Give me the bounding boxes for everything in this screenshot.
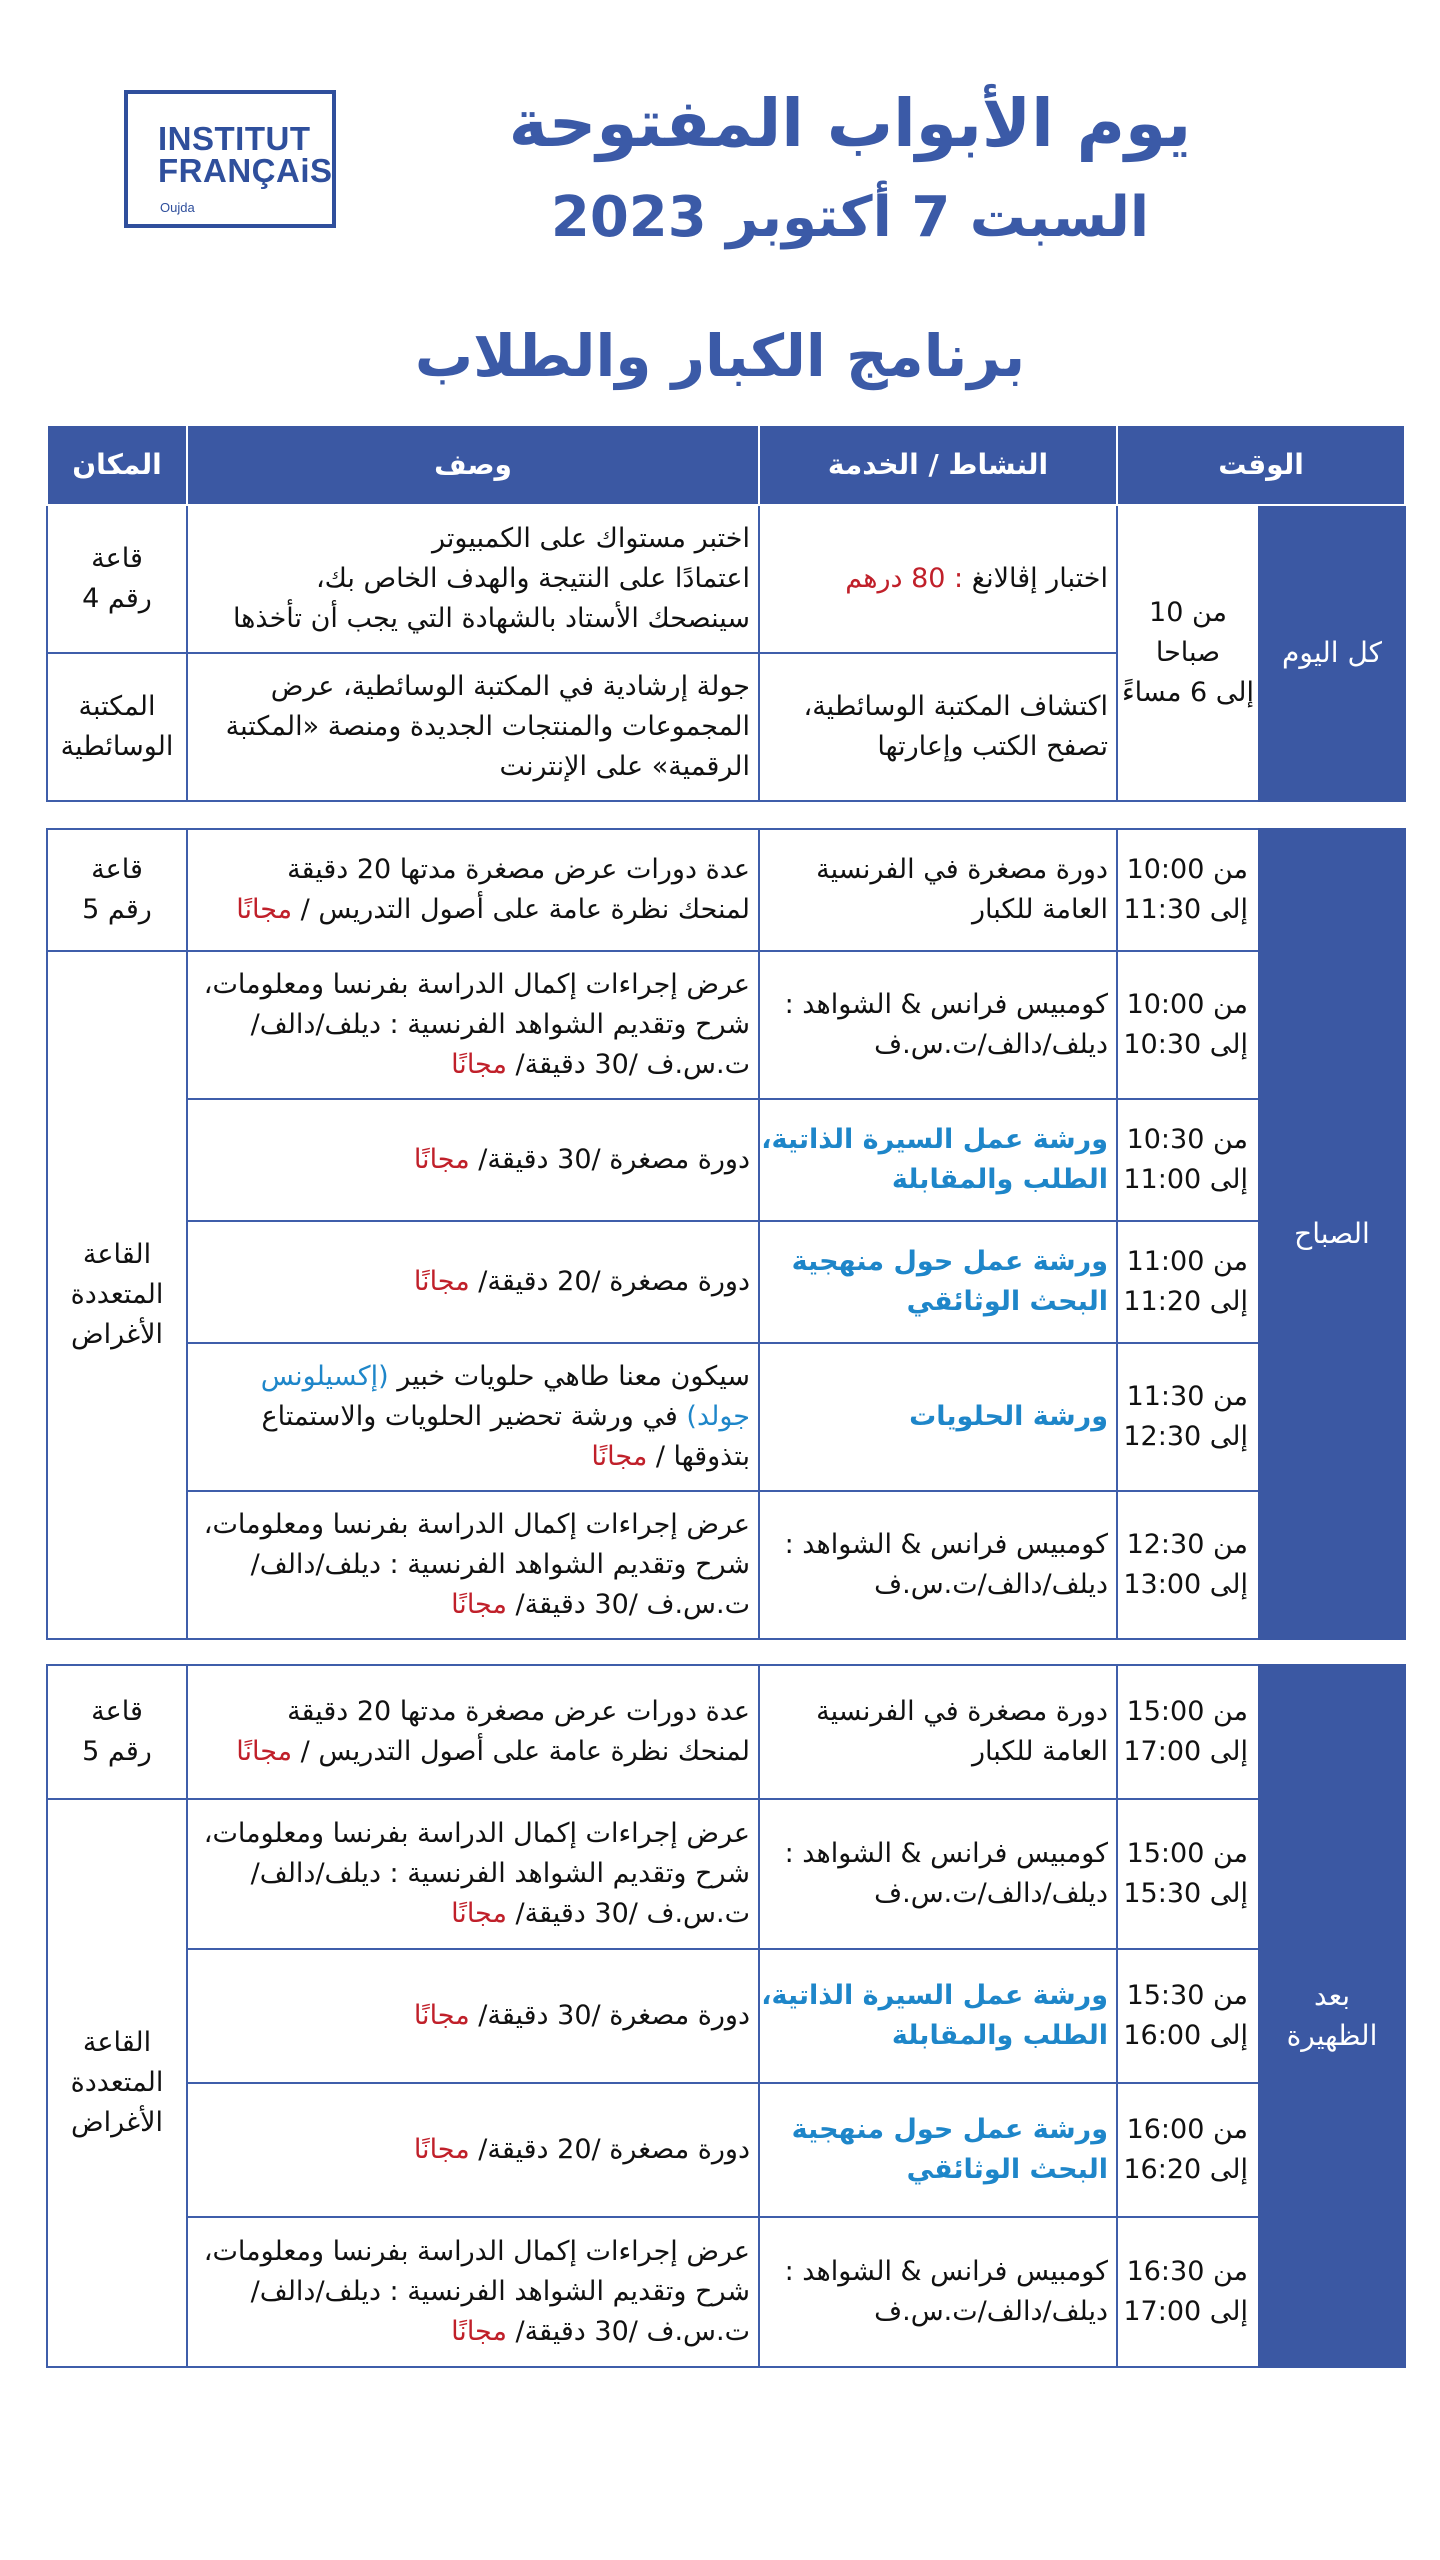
afternoon-table (46, 1664, 1406, 2368)
description-cell (187, 1799, 759, 1949)
time-cell: من 16:30 إلى 17:00 (1117, 2217, 1259, 2367)
activity-cell: دورة مصغرة في الفرنسية العامة للكبار (759, 829, 1117, 951)
activity-cell: ورشة عمل السيرة الذاتية، الطلب والمقابلة (759, 1099, 1117, 1221)
free-label: مجانًا (413, 2134, 470, 2165)
time-cell: من 10:30 إلى 11:00 (1117, 1099, 1259, 1221)
description-text: سيكون معنا طاهي حلويات خبير (388, 1361, 750, 1392)
location-cell: القاعة المتعددة الأغراض (47, 1799, 187, 2367)
free-label: مجانًا (451, 1049, 507, 1080)
description-cell: اختبر مستواك على الكمبيوتر اعتمادًا على النتيجة والهدف الخاص بك، سينصحك الأستاد بالشهادة التي يجب أن تأخذها (187, 505, 759, 653)
activity-cell: ورشة الحلويات (759, 1343, 1117, 1491)
description-cell (187, 2217, 759, 2367)
institut-francais-logo (124, 90, 336, 228)
description-text: عرض إجراءات إكمال الدراسة بفرنسا ومعلومات، شرح وتقديم الشواهد الفرنسية : ديلف/دالف/ ت.س.ف /30 دقيقة/ (203, 969, 750, 1080)
time-cell: من 10:00 إلى 10:30 (1117, 951, 1259, 1099)
time-cell: من 16:00 إلى 16:20 (1117, 2083, 1259, 2217)
location-cell: قاعة رقم 4 (47, 505, 187, 653)
activity-name: اختبار إڤالانغ (971, 563, 1108, 594)
free-label: مجانًا (413, 2000, 470, 2031)
description-cell (187, 2083, 759, 2217)
location-cell: قاعة رقم 5 (47, 1665, 187, 1799)
time-cell: من 10:00 إلى 11:30 (1117, 829, 1259, 951)
description-text: عرض إجراءات إكمال الدراسة بفرنسا ومعلومات، شرح وتقديم الشواهد الفرنسية : ديلف/دالف/ ت.س.ف /30 دقيقة/ (203, 1818, 750, 1929)
activity-cell: ورشة عمل حول منهجية البحث الوثائقي (759, 2083, 1117, 2217)
section-label-morning: الصباح (1259, 829, 1405, 1639)
description-text: عرض إجراءات إكمال الدراسة بفرنسا ومعلومات، شرح وتقديم الشواهد الفرنسية : ديلف/دالف/ ت.س.ف /30 دقيقة/ (203, 2236, 750, 2347)
description-text: دورة مصغرة /20 دقيقة/ (469, 1266, 750, 1297)
header-activity: النشاط / الخدمة (759, 425, 1117, 505)
allday-table (46, 424, 1406, 802)
activity-cell (759, 505, 1117, 653)
event-date: السبت 7 أكتوبر 2023 (550, 185, 1150, 250)
sponsor-name: (إكسيلونس جولد) (260, 1361, 750, 1432)
description-text: عدة دورات عرض مصغرة مدتها 20 دقيقة لمنحك نظرة عامة على أصول التدريس / (287, 1696, 750, 1767)
activity-cell: ورشة عمل السيرة الذاتية، الطلب والمقابلة (759, 1949, 1117, 2083)
time-cell: من 15:30 إلى 16:00 (1117, 1949, 1259, 2083)
morning-table (46, 828, 1406, 1640)
time-cell: من 12:30 إلى 13:00 (1117, 1491, 1259, 1639)
free-label: مجانًا (413, 1144, 470, 1175)
activity-cell: كومبيس فرانس & الشواهد : ديلف/دالف/ت.س.ف (759, 1491, 1117, 1639)
description-text: دورة مصغرة /20 دقيقة/ (469, 2134, 750, 2165)
description-text: دورة مصغرة /30 دقيقة/ (469, 1144, 750, 1175)
activity-cell: كومبيس فرانس & الشواهد : ديلف/دالف/ت.س.ف (759, 1799, 1117, 1949)
logo-line1: INSTITUT (158, 120, 311, 157)
time-cell: من 11:30 إلى 12:30 (1117, 1343, 1259, 1491)
price: : 80 درهم (845, 563, 972, 594)
section-label-allday: كل اليوم (1259, 505, 1405, 801)
description-text: في ورشة تحضير الحلويات والاستمتاع بتذوقها / (261, 1401, 750, 1472)
logo-city: Oujda (160, 200, 195, 215)
section-label-afternoon: بعد الظهيرة (1259, 1665, 1405, 2367)
description-text: عدة دورات عرض مصغرة مدتها 20 دقيقة لمنحك نظرة عامة على أصول التدريس / (287, 854, 750, 925)
program-title: برنامج الكبار والطلاب (414, 322, 1026, 390)
description-text: عرض إجراءات إكمال الدراسة بفرنسا ومعلومات، شرح وتقديم الشواهد الفرنسية : ديلف/دالف/ ت.س.ف /30 دقيقة/ (203, 1509, 750, 1620)
free-label: مجانًا (451, 2316, 507, 2347)
location-cell: قاعة رقم 5 (47, 829, 187, 951)
description-cell (187, 951, 759, 1099)
description-cell (187, 1221, 759, 1343)
description-cell (187, 1491, 759, 1639)
activity-cell: ورشة عمل حول منهجية البحث الوثائقي (759, 1221, 1117, 1343)
description-cell (187, 1949, 759, 2083)
description-cell (187, 1099, 759, 1221)
free-label: مجانًا (236, 1736, 293, 1767)
location-cell: القاعة المتعددة الأغراض (47, 951, 187, 1639)
page-title: يوم الأبواب المفتوحة (508, 85, 1192, 162)
description-cell: جولة إرشادية في المكتبة الوسائطية، عرض المجموعات والمنتجات الجديدة ومنصة «المكتبة الرقمية» على الإنترنت (187, 653, 759, 801)
location-cell: المكتبة الوسائطية (47, 653, 187, 801)
header-desc: وصف (187, 425, 759, 505)
logo-line2: FRANÇAiS (158, 152, 333, 189)
free-label: مجانًا (413, 1266, 470, 1297)
time-cell: من 15:00 إلى 17:00 (1117, 1665, 1259, 1799)
activity-cell: اكتشاف المكتبة الوسائطية، تصفح الكتب وإعارتها (759, 653, 1117, 801)
activity-cell: دورة مصغرة في الفرنسية العامة للكبار (759, 1665, 1117, 1799)
activity-cell: كومبيس فرانس & الشواهد : ديلف/دالف/ت.س.ف (759, 2217, 1117, 2367)
description-cell (187, 1665, 759, 1799)
free-label: مجانًا (236, 894, 293, 925)
header-place: المكان (47, 425, 187, 505)
activity-cell: كومبيس فرانس & الشواهد : ديلف/دالف/ت.س.ف (759, 951, 1117, 1099)
free-label: مجانًا (451, 1589, 507, 1620)
free-label: مجانًا (451, 1898, 507, 1929)
description-cell (187, 1343, 759, 1491)
time-cell: من 11:00 إلى 11:20 (1117, 1221, 1259, 1343)
free-label: مجانًا (591, 1441, 648, 1472)
allday-time: من 10 صباحا إلى 6 مساءً (1117, 505, 1259, 801)
time-cell: من 15:00 إلى 15:30 (1117, 1799, 1259, 1949)
description-text: دورة مصغرة /30 دقيقة/ (469, 2000, 750, 2031)
header-time: الوقت (1117, 425, 1405, 505)
description-cell (187, 829, 759, 951)
